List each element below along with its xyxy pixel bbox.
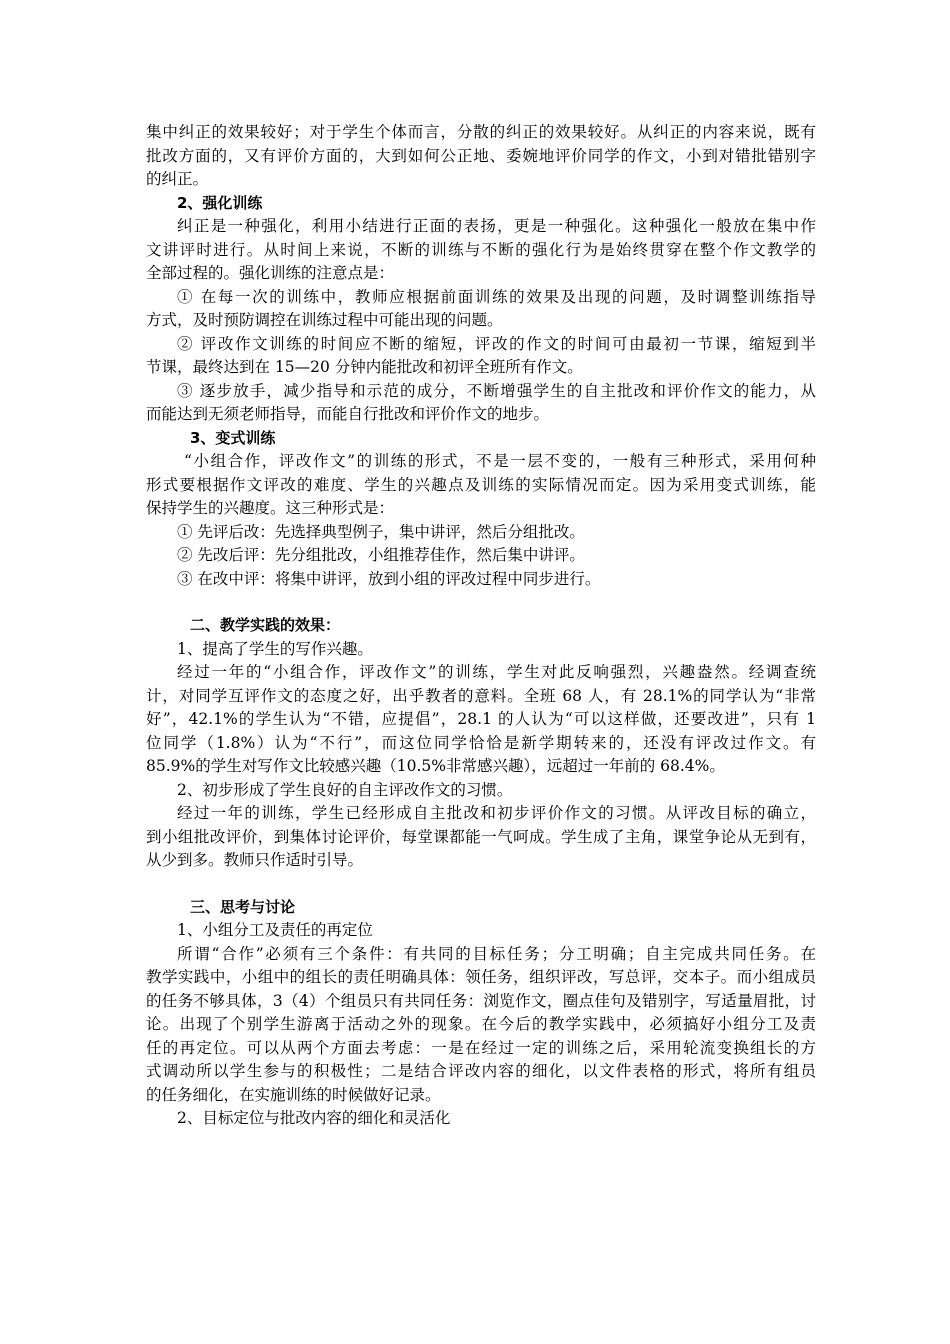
section-heading-variant: 3、变式训练 bbox=[190, 428, 276, 447]
list-item: ① 先评后改：先选择典型例子，集中讲评，然后分组批改。 bbox=[177, 522, 585, 541]
paragraph-line: 教学实践中，小组中的组长的责任明确具体：领任务，组织评改，写总评，交本子。而小组成员 bbox=[146, 968, 816, 986]
paragraph-line: 式调动所以学生参与的积极性；二是结合评改内容的细化，以文件表格的形式，将所有组员 bbox=[146, 1062, 816, 1080]
paragraph-line: 方式，及时预防调控在训练过程中可能出现的问题。 bbox=[146, 311, 503, 329]
paragraph-line: 保持学生的兴趣度。这三种形式是： bbox=[146, 499, 395, 517]
list-item: ③ 在改中评：将集中讲评，放到小组的评改过程中同步进行。 bbox=[177, 569, 601, 588]
paragraph-line: 文讲评时进行。从时间上来说，不断的训练与不断的强化行为是始终贯穿在整个作文教学的 bbox=[146, 240, 816, 259]
paragraph-line: 而能达到无须老师指导，而能自行批改和评价作文的地步。 bbox=[146, 405, 550, 423]
paragraph-line: 任的再定位。可以从两个方面去考虑：一是在经过一定的训练之后，采用轮流变换组长的方 bbox=[146, 1038, 816, 1057]
list-item: ② 评改作文训练的时间应不断的缩短，评改的作文的时间可由最初一节课，缩短到半 bbox=[177, 334, 816, 353]
paragraph-line: 批改方面的，又有评价方面的，大到如何公正地、委婉地评价同学的作文，小到对错批错别字 bbox=[146, 146, 816, 165]
paragraph-line: 论。出现了个别学生游离于活动之外的现象。在今后的教学实践中，必须搞好小组分工及责 bbox=[146, 1015, 816, 1033]
paragraph-line: 经过一年的“小组合作，评改作文”的训练，学生对此反响强烈，兴趣盎然。经调查统 bbox=[177, 663, 816, 681]
spacer bbox=[146, 591, 816, 614]
spacer bbox=[146, 873, 816, 896]
paragraph-line: “小组合作，评改作文”的训练的形式，不是一层不变的，一般有三种形式，采用何种 bbox=[184, 452, 816, 470]
paragraph-line: 的任务细化，在实施训练的时候做好记录。 bbox=[146, 1085, 441, 1104]
paragraph-line: 经过一年的训练，学生已经形成自主批改和初步评价作文的习惯。从评改目标的确立， bbox=[177, 804, 816, 822]
section-heading-strengthen: 2、强化训练 bbox=[177, 193, 263, 212]
subsection-heading: 2、目标定位与批改内容的细化和灵活化 bbox=[177, 1109, 451, 1127]
list-item: ② 先改后评：先分组批改，小组推荐佳作，然后集中讲评。 bbox=[177, 546, 585, 564]
list-item: ③ 逐步放手，减少指导和示范的成分，不断增强学生的自主批改和评价作文的能力，从 bbox=[177, 381, 816, 400]
paragraph-line: 好”，42.1%的学生认为“不错，应提倡”，28.1 的人认为“可以这样做，还要改进”，只有 1 bbox=[146, 710, 816, 728]
paragraph-line: 纠正是一种强化，利用小结进行正面的表扬，更是一种强化。这种强化一般放在集中作 bbox=[177, 217, 816, 235]
paragraph-line: 从少到多。教师只作适时引导。 bbox=[146, 851, 364, 869]
subsection-heading: 1、小组分工及责任的再定位 bbox=[177, 921, 373, 939]
paragraph-line: 集中纠正的效果较好；对于学生个体而言，分散的纠正的效果较好。从纠正的内容来说，既有 bbox=[146, 123, 816, 141]
subsection-heading: 1、提高了学生的写作兴趣。 bbox=[177, 639, 373, 658]
paragraph-line: 位同学（1.8%）认为“不行”，而这位同学恰恰是新学期转来的，还没有评改过作文。有 bbox=[146, 733, 816, 752]
paragraph-line: 形式要根据作文评改的难度、学生的兴趣点及训练的实际情况而定。因为采用变式训练，能 bbox=[146, 475, 816, 494]
section-heading-effects: 二、教学实践的效果： bbox=[190, 616, 341, 634]
paragraph-line: 全部过程的。强化训练的注意点是： bbox=[146, 264, 395, 282]
list-item: ① 在每一次的训练中，教师应根据前面训练的效果及出现的问题，及时调整训练指导 bbox=[177, 287, 816, 306]
section-heading-discussion: 三、思考与讨论 bbox=[190, 897, 296, 916]
paragraph-line: 85.9%的学生对写作文比较感兴趣（10.5%非常感兴趣），远超过一年前的 68.4%。 bbox=[146, 757, 725, 775]
document-page bbox=[146, 121, 816, 1131]
paragraph-line: 的任务不够具体，3（4）个组员只有共同任务：浏览作文，圈点佳句及错别字，写适量眉批，讨 bbox=[146, 991, 816, 1010]
paragraph-line: 所谓“合作”必须有三个条件：有共同的目标任务；分工明确；自主完成共同任务。在 bbox=[177, 944, 816, 963]
paragraph-line: 到小组批改评价，到集体讨论评价，每堂课都能一气呵成。学生成了主角，课堂争论从无到有， bbox=[146, 827, 816, 846]
paragraph-line: 节课，最终达到在 15—20 分钟内能批改和初评全班所有作文。 bbox=[146, 358, 583, 376]
paragraph-line: 计，对同学互评作文的态度之好，出乎教者的意料。全班 68 人，有 28.1%的同学认为“非常 bbox=[146, 686, 816, 705]
paragraph-line: 的纠正。 bbox=[146, 170, 209, 188]
subsection-heading: 2、初步形成了学生良好的自主评改作文的习惯。 bbox=[177, 780, 513, 799]
